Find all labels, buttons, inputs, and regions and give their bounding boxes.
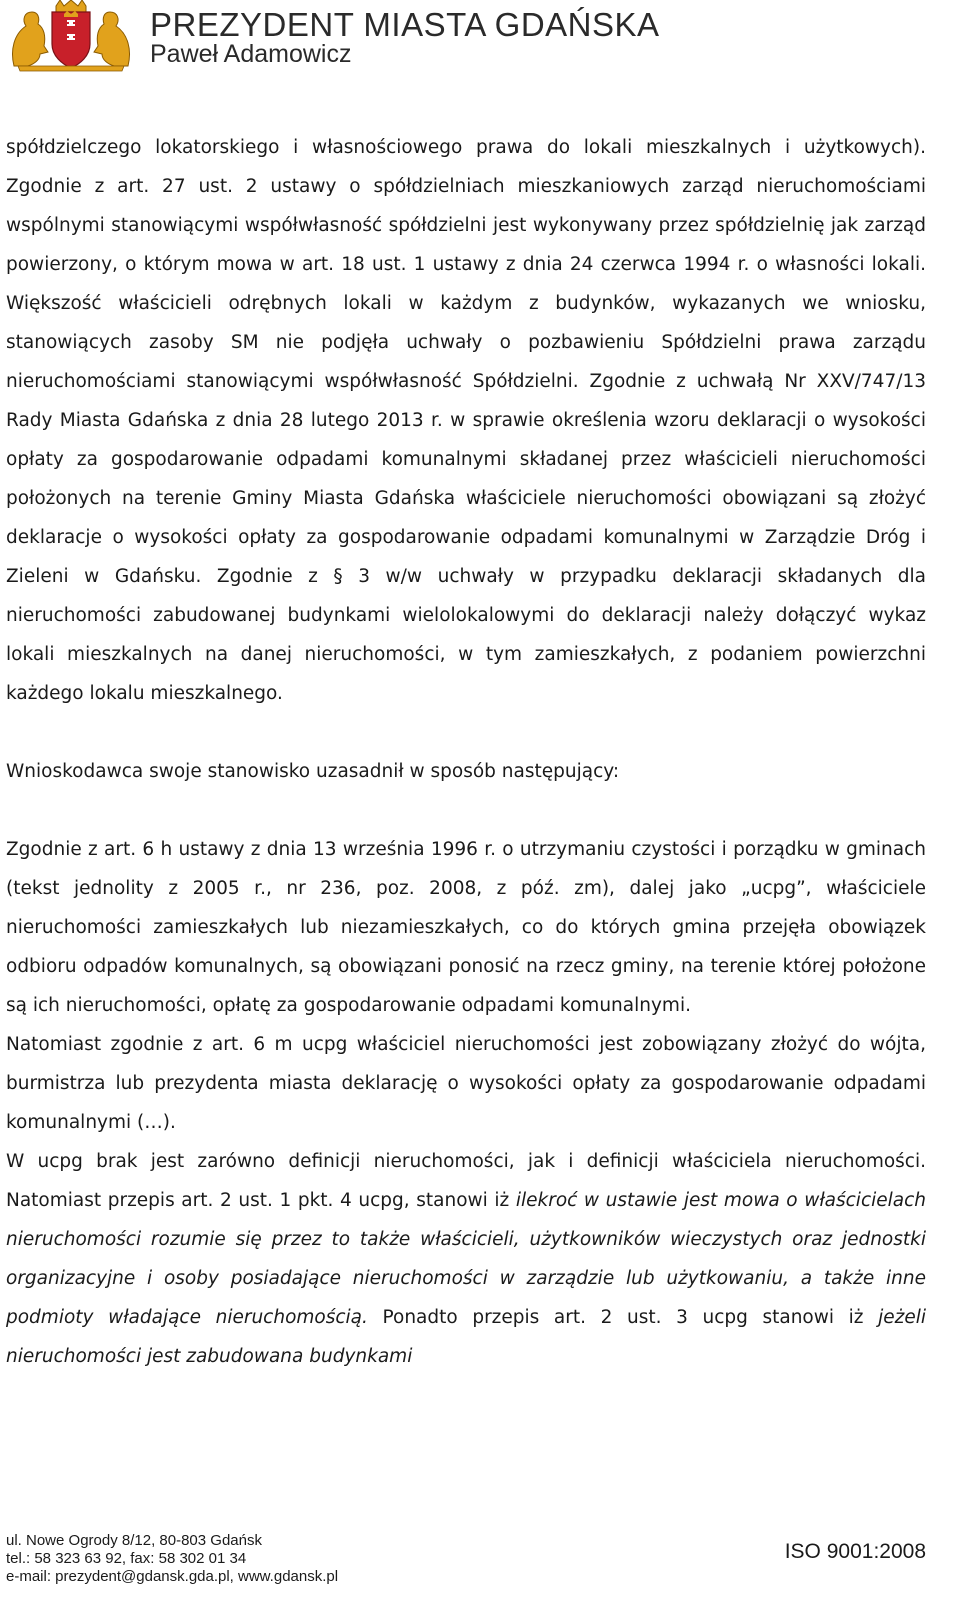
letterhead-subtitle: Paweł Adamowicz bbox=[150, 40, 352, 68]
paragraph-5-text-a: W ucpg brak jest zarówno definicji nieruchomości, jak i definicji właściciela nieruchomości. Natomiast przepis art. 2 ust. 1 pkt. 4 ucpg, stanowi iż bbox=[6, 1151, 926, 1211]
gdansk-coat-of-arms-logo bbox=[4, 0, 138, 72]
footer-phone: tel.: 58 323 63 92, fax: 58 302 01 34 bbox=[6, 1550, 247, 1567]
letterhead-title: PREZYDENT MIASTA GDAŃSKA bbox=[150, 6, 660, 43]
paragraph-5-quote-2: jeżeli nieruchomości jest zabudowana budynkami bbox=[6, 1307, 926, 1367]
iso-certification: ISO 9001:2008 bbox=[784, 1540, 926, 1563]
letterhead bbox=[0, 0, 960, 80]
footer-email: e-mail: prezydent@gdansk.gda.pl, www.gdansk.pl bbox=[6, 1568, 339, 1585]
footer bbox=[6, 1532, 926, 1612]
document-body bbox=[6, 128, 926, 1376]
paragraph-3: Zgodnie z art. 6 h ustawy z dnia 13 września 1996 r. o utrzymaniu czystości i porządku w gminach (tekst jednolity z 2005 r., nr 236, poz. 2008, z póź. zm), dalej jako „ucpg”, właściciele nieruchomości zamieszkałych lub niezamieszkałych, co do których gmina przejęła obowiązek odbioru odpadów komunalnych, są obowiązani ponosić na rzecz gminy, na terenie której położone są ich nieruchomości, opłatę za gospodarowanie odpadami komunalnymi. bbox=[6, 839, 926, 1016]
paragraph-4: Natomiast zgodnie z art. 6 m ucpg właściciel nieruchomości jest zobowiązany złożyć do wójta, burmistrza lub prezydenta miasta deklarację o wysokości opłaty za gospodarowanie odpadami komunalnymi (…). bbox=[6, 1034, 926, 1133]
paragraph-1: spółdzielczego lokatorskiego i własnościowego prawa do lokali mieszkalnych i użytkowych). Zgodnie z art. 27 ust. 2 ustawy o spółdzielniach mieszkaniowych zarząd nieruchomościami wspólnymi stanowiącymi współwłasność spółdzielni jest wykonywany przez spółdzielnię jak zarząd powierzony, o którym mowa w art. 18 ust. 1 ustawy z dnia 24 czerwca 1994 r. o własności lokali. Większość właścicieli odrębnych lokali w każdym z budynków, wykazanych we wniosku, stanowiących zasoby SM nie podjęła uchwały o pozbawieniu Spółdzielni prawa zarządu nieruchomościami stanowiącymi współwłasność Spółdzielni. Zgodnie z uchwałą Nr XXV/747/13 Rady Miasta Gdańska z dnia 28 lutego 2013 r. w sprawie określenia wzoru deklaracji o wysokości opłaty za gospodarowanie odpadami komunalnymi składanej przez właścicieli nieruchomości położonych na terenie Gminy Miasta Gdańska właściciele nieruchomości obowiązani są złożyć deklaracje o wysokości opłaty za gospodarowanie odpadami komunalnymi w Zarządzie Dróg i Zieleni w Gdańsku. Zgodnie z § 3 w/w uchwały w przypadku deklaracji składanych dla nieruchomości zabudowanej budynkami wielolokalowymi do deklaracji należy dołączyć wykaz lokali mieszkalnych na danej nieruchomości, w tym zamieszkałych, z podaniem powierzchni każdego lokalu mieszkalnego. bbox=[6, 137, 926, 704]
paragraph-2: Wnioskodawca swoje stanowisko uzasadnił w sposób następujący: bbox=[6, 761, 620, 782]
paragraph-5 bbox=[6, 1142, 926, 1376]
paragraph-5-text-b: Ponadto przepis art. 2 ust. 3 ucpg stanowi iż bbox=[367, 1307, 879, 1328]
paragraph-5-quote: ilekroć w ustawie jest mowa o właścicielach nieruchomości rozumie się przez to także właścicieli, użytkowników wieczystych oraz jednostki organizacyjne i osoby posiadające nieruchomości w zarządzie lub użytkowaniu, a także inne podmioty władające nieruchomością. bbox=[6, 1190, 927, 1328]
footer-address: ul. Nowe Ogrody 8/12, 80-803 Gdańsk bbox=[6, 1532, 262, 1549]
